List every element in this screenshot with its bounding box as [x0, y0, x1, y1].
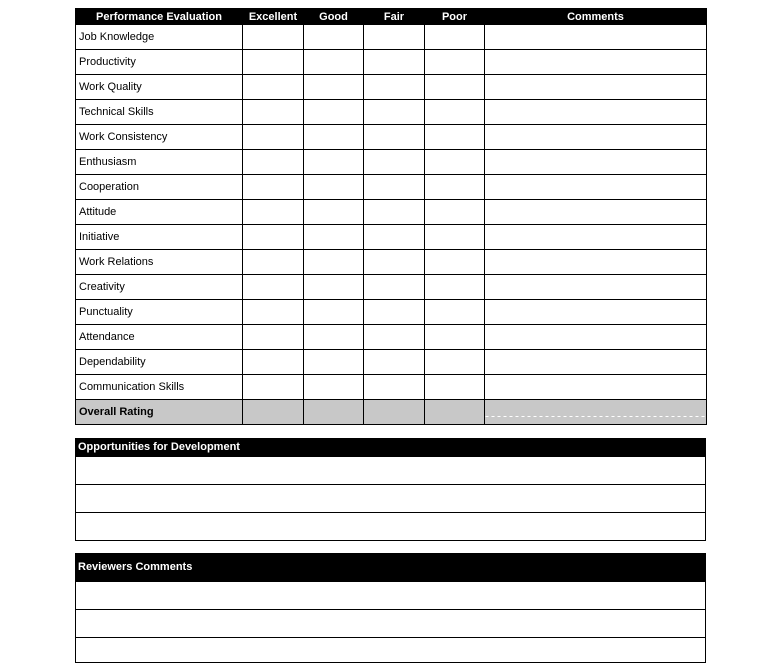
poor-cell[interactable]	[425, 275, 485, 300]
header-good: Good	[304, 9, 364, 25]
excellent-cell[interactable]	[243, 375, 304, 400]
excellent-cell[interactable]	[243, 250, 304, 275]
poor-cell[interactable]	[425, 225, 485, 250]
excellent-cell[interactable]	[243, 150, 304, 175]
poor-cell[interactable]	[425, 25, 485, 50]
fair-cell[interactable]	[364, 200, 425, 225]
reviewers-comments-title: Reviewers Comments	[76, 554, 705, 581]
fair-cell[interactable]	[364, 150, 425, 175]
poor-cell[interactable]	[425, 300, 485, 325]
poor-cell[interactable]	[425, 50, 485, 75]
excellent-cell[interactable]	[243, 75, 304, 100]
excellent-cell[interactable]	[243, 300, 304, 325]
overall-good-cell[interactable]	[304, 400, 364, 425]
poor-cell[interactable]	[425, 250, 485, 275]
evaluation-rows	[76, 25, 707, 425]
table-row	[76, 25, 707, 50]
comments-cell[interactable]	[485, 325, 707, 350]
good-cell[interactable]	[304, 150, 364, 175]
development-line-2[interactable]	[76, 484, 705, 512]
criterion-label: Attendance	[76, 325, 243, 350]
comments-cell[interactable]	[485, 250, 707, 275]
fair-cell[interactable]	[364, 250, 425, 275]
criterion-label: Enthusiasm	[76, 150, 243, 175]
development-line-1[interactable]	[76, 456, 705, 484]
good-cell[interactable]	[304, 75, 364, 100]
reviewers-comments-section	[75, 553, 706, 663]
comments-cell[interactable]	[485, 375, 707, 400]
fair-cell[interactable]	[364, 350, 425, 375]
fair-cell[interactable]	[364, 25, 425, 50]
development-line-3[interactable]	[76, 512, 705, 540]
excellent-cell[interactable]	[243, 275, 304, 300]
comments-cell[interactable]	[485, 150, 707, 175]
table-row	[76, 375, 707, 400]
criterion-label: Initiative	[76, 225, 243, 250]
excellent-cell[interactable]	[243, 125, 304, 150]
comments-cell[interactable]	[485, 25, 707, 50]
criterion-label: Creativity	[76, 275, 243, 300]
header-comments: Comments	[485, 9, 707, 25]
overall-rating-label: Overall Rating	[76, 400, 243, 425]
poor-cell[interactable]	[425, 175, 485, 200]
reviewers-line-2[interactable]	[76, 609, 705, 637]
criterion-label: Work Consistency	[76, 125, 243, 150]
criterion-label: Job Knowledge	[76, 25, 243, 50]
criterion-label: Attitude	[76, 200, 243, 225]
good-cell[interactable]	[304, 350, 364, 375]
table-row	[76, 250, 707, 275]
reviewers-line-3[interactable]	[76, 637, 705, 665]
opportunities-for-development-title: Opportunities for Development	[76, 439, 705, 456]
fair-cell[interactable]	[364, 100, 425, 125]
overall-fair-cell[interactable]	[364, 400, 425, 425]
table-row	[76, 275, 707, 300]
comments-cell[interactable]	[485, 275, 707, 300]
good-cell[interactable]	[304, 200, 364, 225]
header-excellent: Excellent	[243, 9, 304, 25]
table-row	[76, 225, 707, 250]
fair-cell[interactable]	[364, 275, 425, 300]
good-cell[interactable]	[304, 175, 364, 200]
fair-cell[interactable]	[364, 50, 425, 75]
fair-cell[interactable]	[364, 75, 425, 100]
good-cell[interactable]	[304, 25, 364, 50]
table-row	[76, 150, 707, 175]
overall-poor-cell[interactable]	[425, 400, 485, 425]
table-row	[76, 75, 707, 100]
good-cell[interactable]	[304, 300, 364, 325]
poor-cell[interactable]	[425, 125, 485, 150]
comments-cell[interactable]	[485, 175, 707, 200]
overall-rating-row	[76, 400, 707, 425]
poor-cell[interactable]	[425, 375, 485, 400]
criterion-label: Dependability	[76, 350, 243, 375]
good-cell[interactable]	[304, 325, 364, 350]
criterion-label: Work Relations	[76, 250, 243, 275]
table-row	[76, 325, 707, 350]
comments-cell[interactable]	[485, 200, 707, 225]
good-cell[interactable]	[304, 250, 364, 275]
header-fair: Fair	[364, 9, 425, 25]
excellent-cell[interactable]	[243, 350, 304, 375]
poor-cell[interactable]	[425, 200, 485, 225]
criterion-label: Work Quality	[76, 75, 243, 100]
reviewers-line-1[interactable]	[76, 581, 705, 609]
criterion-label: Productivity	[76, 50, 243, 75]
table-header-row	[76, 9, 707, 25]
excellent-cell[interactable]	[243, 325, 304, 350]
comments-cell[interactable]	[485, 50, 707, 75]
poor-cell[interactable]	[425, 325, 485, 350]
header-poor: Poor	[425, 9, 485, 25]
poor-cell[interactable]	[425, 350, 485, 375]
excellent-cell[interactable]	[243, 50, 304, 75]
good-cell[interactable]	[304, 125, 364, 150]
fair-cell[interactable]	[364, 125, 425, 150]
comments-cell[interactable]	[485, 225, 707, 250]
comments-cell[interactable]	[485, 100, 707, 125]
good-cell[interactable]	[304, 275, 364, 300]
table-row	[76, 300, 707, 325]
table-row	[76, 200, 707, 225]
overall-comments-cell[interactable]	[485, 400, 707, 425]
poor-cell[interactable]	[425, 75, 485, 100]
comments-cell[interactable]	[485, 350, 707, 375]
criterion-label: Communication Skills	[76, 375, 243, 400]
fair-cell[interactable]	[364, 375, 425, 400]
comments-cell[interactable]	[485, 75, 707, 100]
excellent-cell[interactable]	[243, 225, 304, 250]
good-cell[interactable]	[304, 50, 364, 75]
table-row	[76, 175, 707, 200]
good-cell[interactable]	[304, 375, 364, 400]
table-row	[76, 350, 707, 375]
comments-cell[interactable]	[485, 125, 707, 150]
criterion-label: Punctuality	[76, 300, 243, 325]
fair-cell[interactable]	[364, 225, 425, 250]
poor-cell[interactable]	[425, 150, 485, 175]
table-row	[76, 125, 707, 150]
table-row	[76, 50, 707, 75]
poor-cell[interactable]	[425, 100, 485, 125]
opportunities-for-development-section	[75, 438, 706, 541]
fair-cell[interactable]	[364, 300, 425, 325]
overall-excellent-cell[interactable]	[243, 400, 304, 425]
criterion-label: Cooperation	[76, 175, 243, 200]
table-row	[76, 100, 707, 125]
fair-cell[interactable]	[364, 325, 425, 350]
excellent-cell[interactable]	[243, 25, 304, 50]
criterion-label: Technical Skills	[76, 100, 243, 125]
excellent-cell[interactable]	[243, 175, 304, 200]
comments-cell[interactable]	[485, 300, 707, 325]
good-cell[interactable]	[304, 225, 364, 250]
excellent-cell[interactable]	[243, 200, 304, 225]
header-performance-evaluation: Performance Evaluation	[76, 9, 243, 25]
good-cell[interactable]	[304, 100, 364, 125]
fair-cell[interactable]	[364, 175, 425, 200]
excellent-cell[interactable]	[243, 100, 304, 125]
performance-evaluation-table	[75, 8, 707, 425]
